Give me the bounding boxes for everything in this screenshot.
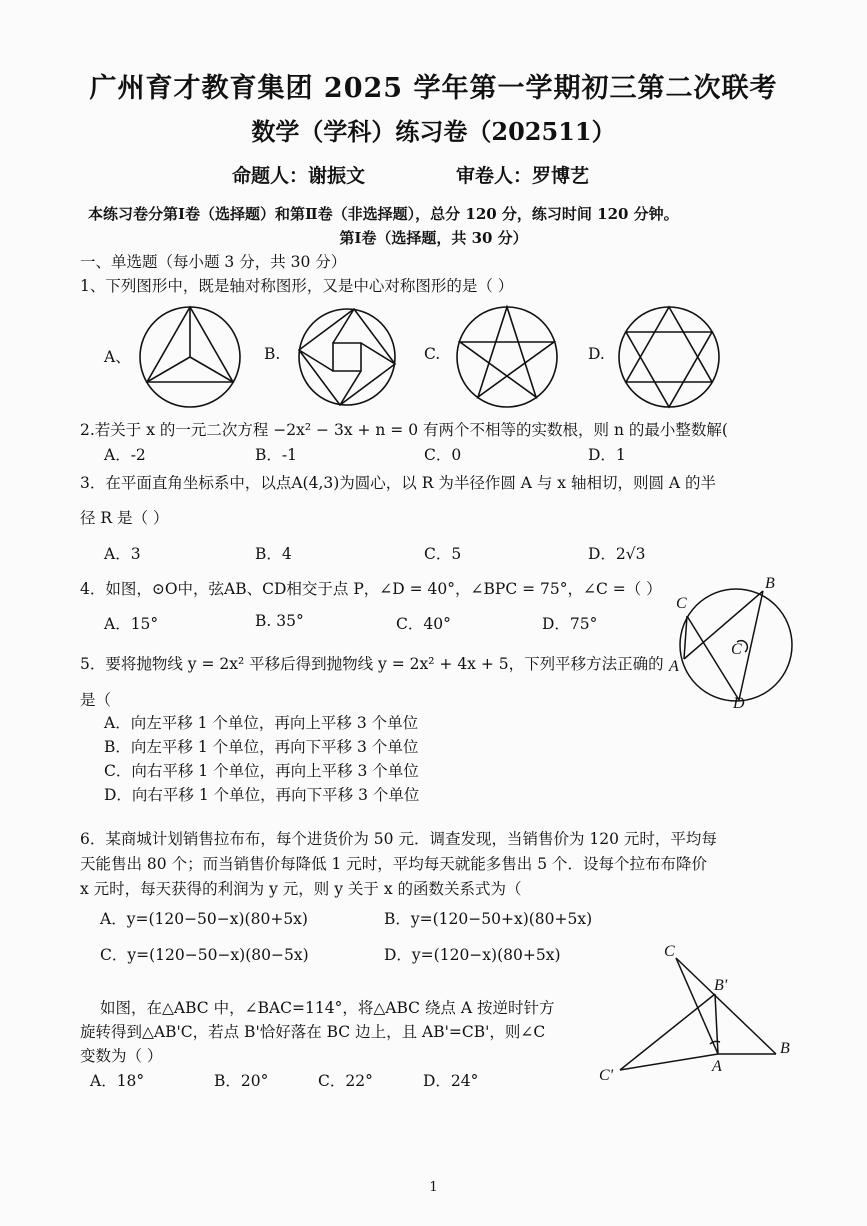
q4-option-d: D．75° [542, 615, 598, 633]
q6-stem-line3: x 元时，每天获得的利润为 y 元，则 y 关于 x 的函数关系式为（ [80, 880, 522, 898]
q2-stem: 2.若关于 x 的一元二次方程 −2x² − 3x + n = 0 有两个不相等的实数根，则 n 的最小整数解( [80, 421, 728, 439]
section-heading: 一、单选题（每小题 3 分，共 30 分） [80, 253, 347, 271]
q4-label-b: B [765, 575, 775, 592]
q4-label-c: C [676, 595, 687, 612]
q3-option-d: D．2√3 [588, 545, 646, 563]
q7-option-b: B．20° [214, 1072, 269, 1090]
q6-option-c: C．y=(120−50−x)(80−5x) [100, 946, 309, 964]
exam-subtitle: 数学（学科）练习卷（202511） [251, 117, 616, 146]
q4-figure [665, 572, 805, 712]
q6-stem-line2: 天能售出 80 个；而当销售价每降低 1 元时，平均每天就能多售出 5 个．设每个拉布布降价 [80, 855, 708, 873]
q1-figure-d [617, 305, 721, 409]
q4-option-b: B. 35° [255, 612, 304, 630]
q1-option-c: C. [424, 345, 441, 363]
q7-label-b: B [780, 1040, 790, 1057]
q1-figure-b [297, 307, 397, 407]
q1-option-a: A、 [104, 348, 131, 366]
q5-option-b: B．向左平移 1 个单位，再向下平移 3 个单位 [104, 738, 419, 756]
reviewer: 审卷人：罗博艺 [456, 165, 590, 187]
q4-label-d: D [733, 695, 745, 712]
q2-option-b: B．-1 [255, 446, 297, 464]
q3-option-c: C．5 [424, 545, 462, 563]
q3-option-b: B．4 [255, 545, 292, 563]
q7-label-a: A [712, 1058, 722, 1075]
q2-option-a: A．-2 [104, 446, 146, 464]
q7-label-c-prime: C' [599, 1067, 614, 1084]
page-number: 1 [429, 1180, 438, 1195]
q4-label-a: A [669, 658, 679, 675]
q1-option-d: D. [588, 345, 605, 363]
q6-stem-line1: 6．某商城计划销售拉布布，每个进货价为 50 元．调查发现，当销售价为 120 元时，平均每 [80, 830, 717, 848]
q6-option-b: B．y=(120−50+x)(80+5x) [384, 910, 593, 928]
q7-label-b-prime: B' [714, 977, 728, 994]
part1-title: 第Ⅰ卷（选择题，共 30 分） [339, 229, 528, 247]
exam-title: 广州育才教育集团 2025 学年第一学期初三第二次联考 [89, 73, 778, 104]
q1-option-b: B. [264, 345, 281, 363]
q6-option-d: D．y=(120−x)(80+5x) [384, 946, 561, 964]
exam-description: 本练习卷分第Ⅰ卷（选择题）和第Ⅱ卷（非选择题），总分 120 分，练习时间 120 分钟。 [88, 205, 679, 223]
q5-stem-line2: 是（ [80, 691, 112, 709]
q4-stem: 4．如图，⊙O中，弦AB、CD相交于点 P，∠D = 40°，∠BPC = 75°，∠C =（ ） [80, 580, 662, 598]
author: 命题人：谢振文 [232, 165, 366, 187]
q7-stem-line2: 旋转得到△AB'C，若点 B'恰好落在 BC 边上，且 AB'=CB'，则∠C [80, 1023, 546, 1041]
q7-figure [594, 940, 804, 1090]
q3-stem-line1: 3．在平面直角坐标系中，以点A(4,3)为圆心，以 R 为半径作圆 A 与 x 轴相切，则圆 A 的半 [80, 474, 717, 492]
q3-stem-line2: 径 R 是（ ） [80, 509, 169, 527]
q7-stem-line1: 如图，在△ABC 中，∠BAC=114°，将△ABC 绕点 A 按逆时针方 [100, 999, 555, 1017]
q2-option-d: D．1 [588, 446, 626, 464]
q4-option-c: C．40° [396, 615, 451, 633]
q5-option-a: A．向左平移 1 个单位，再向上平移 3 个单位 [104, 714, 419, 732]
q5-stem-line1: 5．要将抛物线 y = 2x² 平移后得到抛物线 y = 2x² + 4x + 5，下列平移方法正确的 [80, 655, 664, 673]
q2-option-c: C．0 [424, 446, 462, 464]
q7-option-d: D．24° [423, 1072, 479, 1090]
q5-option-c: C．向右平移 1 个单位，再向上平移 3 个单位 [104, 762, 419, 780]
q1-stem: 1、下列图形中，既是轴对称图形，又是中心对称图形的是（ ） [80, 277, 514, 295]
q4-label-center: C [731, 641, 742, 658]
q3-option-a: A．3 [104, 545, 141, 563]
q7-option-c: C．22° [318, 1072, 373, 1090]
q4-option-a: A．15° [104, 615, 159, 633]
q7-label-c: C [664, 943, 675, 960]
q1-figure-a [138, 305, 242, 409]
q5-option-d: D．向右平移 1 个单位，再向下平移 3 个单位 [104, 786, 420, 804]
q1-figure-c [455, 305, 559, 409]
q6-option-a: A．y=(120−50−x)(80+5x) [100, 910, 308, 928]
q7-stem-line3: 变数为（ ） [80, 1047, 163, 1065]
q7-option-a: A．18° [90, 1072, 145, 1090]
